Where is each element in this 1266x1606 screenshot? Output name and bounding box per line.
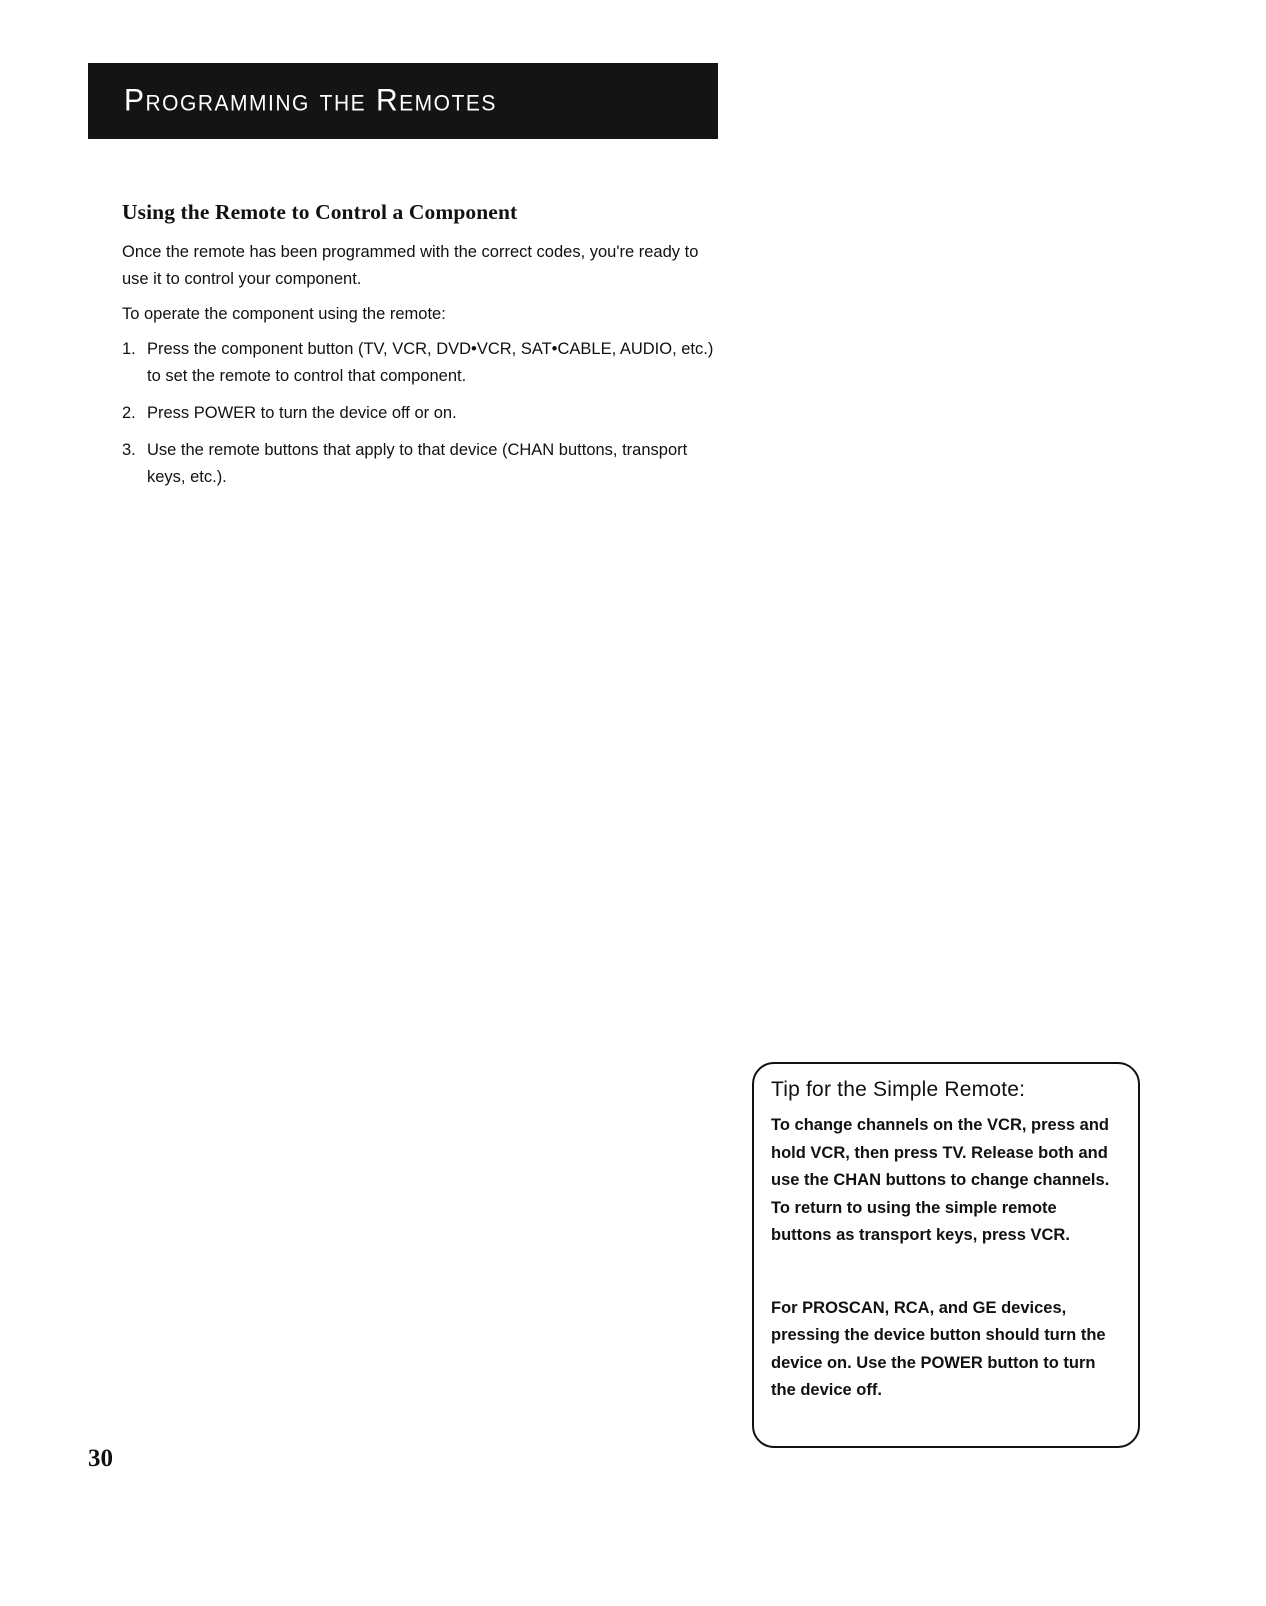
step-number: 1. [122, 340, 136, 358]
lead-in-paragraph: To operate the component using the remote: [122, 305, 446, 323]
tip-title: Tip for the Simple Remote: [771, 1078, 1026, 1101]
section-header-bar [88, 63, 718, 139]
step-text: Use the remote buttons that apply to that device (CHAN buttons, transport keys, etc.). [147, 441, 688, 486]
intro-paragraph: Once the remote has been programmed with the correct codes, you're ready to use it to control your component. [122, 243, 699, 288]
page-number: 30 [88, 1445, 113, 1472]
page-title: Programming the Remotes [124, 83, 497, 118]
instructions-section [122, 200, 722, 501]
step-item [122, 336, 722, 390]
step-item [122, 437, 722, 491]
tip-box [752, 1062, 1140, 1448]
step-item [122, 400, 722, 427]
step-number: 3. [122, 441, 136, 459]
steps-list [122, 336, 722, 491]
step-number: 2. [122, 404, 136, 422]
section-heading: Using the Remote to Control a Component [122, 200, 518, 224]
tip-paragraph: To change channels on the VCR, press and hold VCR, then press TV. Release both and use the CHAN buttons to change channels. To return to using the simple remote buttons as transport keys, press VCR. [771, 1116, 1110, 1244]
tip-paragraph: For PROSCAN, RCA, and GE devices, pressing the device button should turn the device on. Use the POWER button to turn the device off. [771, 1298, 1106, 1399]
step-text: Press POWER to turn the device off or on. [147, 404, 457, 422]
step-text: Press the component button (TV, VCR, DVD•VCR, SAT•CABLE, AUDIO, etc.) to set the remote to control that component. [147, 340, 714, 385]
